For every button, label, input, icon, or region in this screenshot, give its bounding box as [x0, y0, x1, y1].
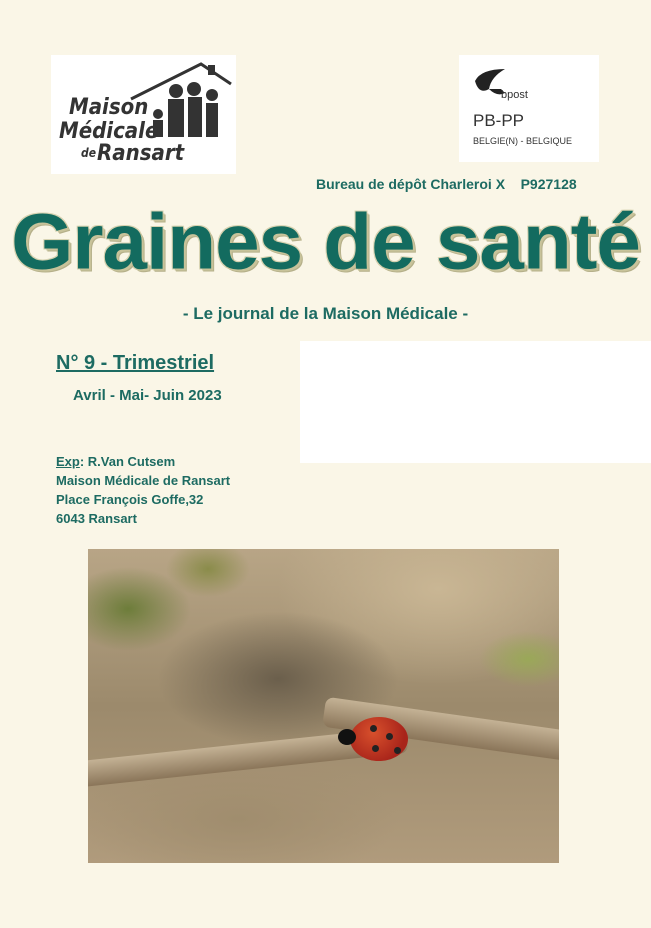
ladybug: [350, 717, 408, 761]
logo-text: Ransart: [97, 141, 185, 166]
ladybug-photo: [88, 549, 559, 863]
issue-number: N° 9 - Trimestriel: [56, 352, 215, 374]
maison-medicale-logo: [51, 55, 236, 174]
sender-city: 6043 Ransart: [56, 511, 137, 526]
postage-stamp: [459, 55, 599, 162]
sender-name: : R.Van Cutsem: [79, 454, 176, 469]
deposit-office: Bureau de dépôt Charleroi X P927128: [316, 176, 577, 192]
address-label-area: [300, 341, 651, 463]
postage-code: PB-PP: [473, 111, 525, 130]
journal-subtitle: - Le journal de la Maison Médicale -: [182, 304, 469, 323]
sender-street: Place François Goffe,32: [56, 492, 204, 507]
journal-title: Graines de santé: [11, 197, 640, 286]
logo-text: Médicale: [59, 119, 159, 144]
sender-label: Exp: [56, 454, 80, 469]
logo-text: Maison: [69, 95, 149, 120]
bpost-brand: bpost: [501, 89, 528, 101]
issue-period: Avril - Mai- Juin 2023: [73, 387, 222, 404]
logo-text: de: [81, 146, 97, 160]
sender-org: Maison Médicale de Ransart: [56, 473, 231, 488]
sender-address: [56, 452, 230, 528]
postage-country: BELGIE(N) - BELGIQUE: [473, 136, 573, 146]
